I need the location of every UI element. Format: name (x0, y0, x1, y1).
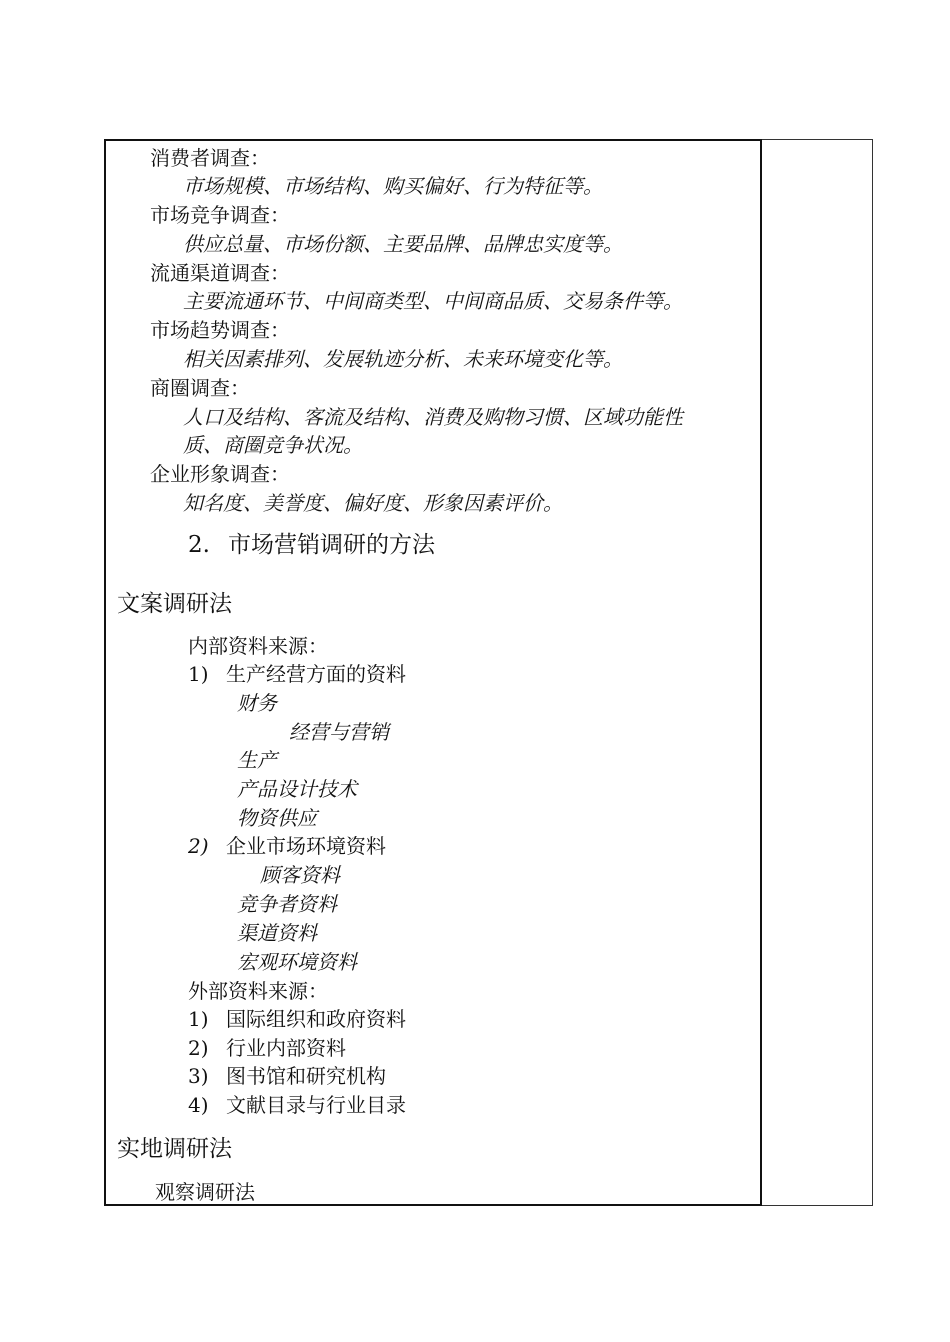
list-label: 图书馆和研究机构 (226, 1064, 386, 1088)
image-survey-heading: 企业形象调查： (150, 462, 290, 486)
internal-sources-label: 内部资料来源： (188, 634, 328, 658)
list-label: 行业内部资料 (226, 1036, 346, 1060)
list-item: 宏观环境资料 (237, 950, 357, 974)
list-label: 国际组织和政府资料 (226, 1007, 406, 1031)
list-item: 顾客资料 (260, 863, 340, 887)
list-number: 3) (188, 1064, 209, 1088)
list-label: 生产经营方面的资料 (226, 662, 406, 686)
list-number: 4) (188, 1093, 209, 1117)
consumer-survey-detail: 市场规模、市场结构、购买偏好、行为特征等。 (183, 174, 603, 198)
list-item: 财务 (237, 691, 277, 715)
competition-survey-heading: 市场竞争调查： (150, 203, 290, 227)
list-item: 生产 (237, 748, 277, 772)
internal-source-2 (188, 834, 386, 858)
trend-survey-heading: 市场趋势调查： (150, 318, 290, 342)
channel-survey-detail: 主要流通环节、中间商类型、中间商品质、交易条件等。 (183, 289, 683, 313)
external-sources-label: 外部资料来源： (188, 979, 328, 1003)
external-source-4 (188, 1093, 406, 1117)
field-research-title: 实地调研法 (117, 1136, 232, 1162)
section-number: 2. (188, 532, 210, 558)
internal-source-1 (188, 662, 406, 686)
list-number: 1) (188, 662, 209, 686)
list-number: 2) (188, 1036, 209, 1060)
trade-area-survey-detail-2: 质、商圈竞争状况。 (183, 433, 363, 457)
section-title: 市场营销调研的方法 (228, 532, 435, 558)
list-item: 渠道资料 (237, 921, 317, 945)
section-heading (188, 531, 435, 559)
consumer-survey-heading: 消费者调查： (150, 146, 270, 170)
trade-area-survey-heading: 商圈调查： (150, 376, 250, 400)
list-label: 文献目录与行业目录 (226, 1093, 406, 1117)
competition-survey-detail: 供应总量、市场份额、主要品牌、品牌忠实度等。 (183, 232, 623, 256)
list-number: 2) (188, 834, 209, 858)
trend-survey-detail: 相关因素排列、发展轨迹分析、未来环境变化等。 (183, 347, 623, 371)
observation-method: 观察调研法 (155, 1180, 255, 1204)
list-item: 竞争者资料 (237, 892, 337, 916)
external-source-2 (188, 1036, 346, 1060)
list-item: 物资供应 (237, 806, 317, 830)
list-label: 企业市场环境资料 (226, 834, 386, 858)
image-survey-detail: 知名度、美誉度、偏好度、形象因素评价。 (183, 491, 563, 515)
external-source-1 (188, 1007, 406, 1031)
channel-survey-heading: 流通渠道调查： (150, 261, 290, 285)
list-number: 1) (188, 1007, 209, 1031)
trade-area-survey-detail-1: 人口及结构、客流及结构、消费及购物习惯、区域功能性 (183, 405, 683, 429)
list-item: 经营与营销 (289, 720, 389, 744)
desk-research-title: 文案调研法 (117, 591, 232, 617)
external-source-3 (188, 1064, 386, 1088)
list-item: 产品设计技术 (237, 777, 357, 801)
